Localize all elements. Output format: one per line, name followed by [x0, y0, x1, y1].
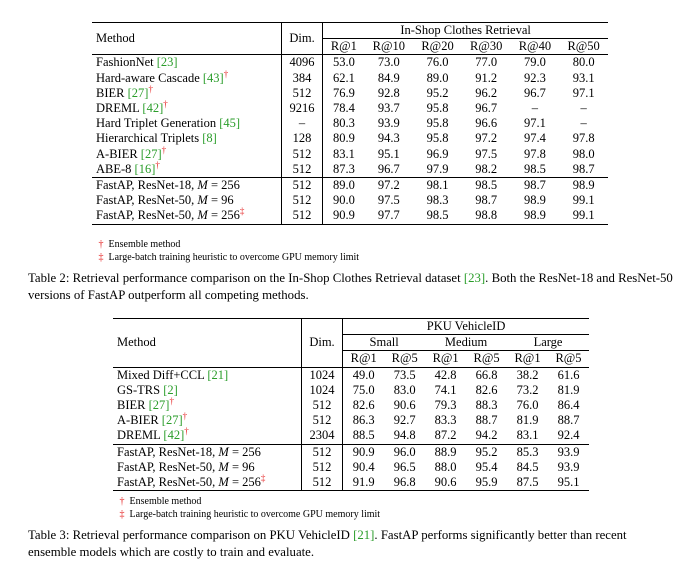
value-cell: 98.1	[413, 178, 462, 194]
citation-link[interactable]: [16]	[134, 161, 156, 176]
footnote-mark: †	[169, 395, 174, 406]
method-cell	[92, 178, 281, 194]
value-cell: 95.1	[548, 475, 589, 491]
dim-cell: 512	[301, 413, 342, 428]
value-cell: 90.6	[393, 398, 416, 413]
value-cell: 66.8	[466, 367, 507, 383]
dim-cell: 2304	[301, 428, 342, 444]
dim-cell: 1024	[301, 367, 342, 383]
method-cell	[113, 472, 301, 491]
citation-link[interactable]: [42]	[142, 101, 164, 116]
footnote-mark: ‡	[260, 472, 266, 483]
citation-link[interactable]: [27]	[148, 398, 170, 413]
citation-link[interactable]: [27]	[161, 413, 183, 428]
value-cell: 98.0	[572, 146, 595, 161]
citation-link[interactable]: [42]	[163, 428, 185, 443]
method-cell	[113, 428, 301, 444]
method-name: FastAP, ResNet-18,	[96, 178, 198, 193]
method-name: Mixed Diff+CCL	[117, 367, 208, 382]
method-name: BIER	[96, 85, 128, 100]
method-name: Hierarchical Triplets	[96, 131, 203, 146]
value-cell: 95.9	[466, 475, 507, 491]
fastap-row	[92, 178, 608, 194]
variable-m: M	[197, 208, 208, 223]
method-name: DREML	[96, 101, 143, 116]
value-cell: 84.5	[516, 459, 539, 474]
caption-text-end: . FastAP performs significantly better than recent ensemble models which are costly to train and evaluate.	[28, 528, 627, 559]
value-cell: 92.4	[557, 428, 580, 443]
method-name: Hard-aware Cascade	[96, 70, 203, 85]
value-cell: 95.8	[426, 101, 449, 116]
footnote-text: Ensemble method	[127, 496, 202, 507]
value-cell: 62.1	[332, 70, 355, 85]
variable-m: M	[218, 444, 229, 459]
value-cell: 95.8	[426, 131, 449, 146]
value-cell: 98.5	[413, 208, 462, 224]
metric-header: R@1	[350, 351, 377, 366]
value-cell: 38.2	[507, 367, 548, 383]
value-cell: 98.2	[475, 161, 498, 176]
baseline-row	[92, 131, 608, 146]
footnote-mark: †	[223, 68, 229, 79]
baseline-row	[113, 383, 589, 398]
method-cell	[92, 159, 281, 178]
table-3-caption	[28, 527, 678, 561]
footnote	[96, 252, 359, 265]
value-cell: 97.7	[365, 208, 414, 224]
method-param: = 256	[228, 444, 261, 459]
dim-cell: 512	[281, 193, 322, 208]
value-cell: 93.9	[557, 459, 580, 474]
method-cell	[92, 116, 281, 131]
metric-header: R@40	[518, 39, 552, 54]
value-cell: 92.8	[377, 85, 400, 100]
dim-cell: 512	[301, 398, 342, 413]
metric-header: R@1	[514, 351, 541, 366]
group-header: PKU VehicleID	[343, 319, 589, 335]
value-cell: 97.4	[523, 131, 546, 146]
dim-cell: 512	[281, 208, 322, 224]
value-cell: 86.4	[557, 398, 580, 413]
table-body	[113, 367, 589, 491]
value-cell: 96.0	[384, 444, 425, 460]
value-cell: 92.3	[523, 70, 546, 85]
dim-cell: 512	[281, 178, 322, 194]
baseline-row	[92, 71, 608, 86]
value-cell: 98.9	[511, 208, 560, 224]
footnote-mark: †	[163, 98, 168, 109]
dim-cell: 512	[281, 147, 322, 162]
value-cell: 73.2	[516, 382, 539, 397]
caption-citation[interactable]: [23]	[463, 271, 486, 285]
footnote-symbol: †	[98, 239, 104, 250]
value-cell: 89.0	[426, 70, 449, 85]
method-cell	[113, 367, 301, 383]
variable-m: M	[197, 178, 208, 193]
value-cell: 84.9	[377, 70, 400, 85]
baseline-row	[92, 101, 608, 116]
value-cell: 98.8	[462, 208, 511, 224]
baseline-row	[92, 55, 608, 71]
baseline-row	[92, 162, 608, 178]
value-cell: 88.0	[434, 459, 457, 474]
value-cell: 95.8	[426, 116, 449, 131]
value-cell: 98.5	[523, 161, 546, 176]
method-param: = 96	[207, 193, 234, 208]
subgroup-header: Small	[343, 335, 426, 351]
value-cell: 97.2	[365, 178, 414, 194]
method-cell	[113, 444, 301, 460]
method-cell	[113, 383, 301, 398]
value-cell: 97.1	[572, 85, 595, 100]
method-cell	[92, 208, 281, 224]
dim-cell: 9216	[281, 101, 322, 116]
value-cell: 96.7	[377, 161, 400, 176]
method-cell	[92, 131, 281, 146]
method-cell	[92, 55, 281, 71]
value-cell: 99.1	[559, 208, 608, 224]
value-cell: 80.3	[332, 116, 355, 131]
table-2-caption	[28, 270, 678, 304]
value-cell: 76.0	[413, 55, 462, 71]
value-cell: 82.6	[352, 398, 375, 413]
dim-cell: 1024	[301, 383, 342, 398]
value-cell: 94.8	[393, 428, 416, 443]
value-cell: 98.9	[523, 193, 546, 208]
method-cell	[113, 395, 301, 413]
value-cell: 91.9	[343, 475, 385, 491]
method-param: = 96	[228, 459, 255, 474]
method-name: FastAP, ResNet-18,	[117, 444, 219, 459]
value-cell: 90.0	[332, 193, 355, 208]
citation-link[interactable]: [27]	[140, 146, 162, 161]
dim-cell: 4096	[281, 55, 322, 71]
value-cell: 96.7	[475, 101, 498, 116]
dim-cell: 512	[301, 475, 342, 491]
value-cell: 83.1	[516, 428, 539, 443]
value-cell: 97.9	[426, 161, 449, 176]
value-cell: –	[580, 116, 587, 131]
value-cell: 82.6	[475, 382, 498, 397]
value-cell: 87.3	[332, 161, 355, 176]
footnote-symbol: ‡	[98, 251, 104, 263]
fastap-row	[113, 460, 589, 475]
method-param: = 256	[207, 208, 240, 223]
method-name: FastAP, ResNet-50,	[117, 475, 219, 490]
caption-citation[interactable]: [21]	[353, 528, 375, 542]
method-cell	[92, 144, 281, 162]
value-cell: 88.7	[475, 413, 498, 428]
value-cell: 93.9	[377, 116, 400, 131]
caption-text: Table 2: Retrieval performance comparison on the In-Shop Clothes Retrieval dataset	[28, 271, 464, 285]
value-cell: 76.0	[516, 398, 539, 413]
method-name: A-BIER	[117, 413, 162, 428]
value-cell: 98.7	[511, 178, 560, 194]
method-name: ABE-8	[96, 161, 135, 176]
method-param: = 256	[228, 475, 261, 490]
footnote	[96, 239, 359, 252]
value-cell: 76.9	[332, 85, 355, 100]
method-cell	[92, 193, 281, 208]
dim-cell: 512	[281, 86, 322, 101]
value-cell: 97.8	[572, 131, 595, 146]
footnote-text: Large-batch training heuristic to overcome GPU memory limit	[127, 508, 381, 520]
baseline-row	[113, 367, 589, 383]
value-cell: 83.1	[332, 146, 355, 161]
value-cell: 98.3	[426, 193, 449, 208]
value-cell: 97.5	[475, 146, 498, 161]
value-cell: 91.2	[475, 70, 498, 85]
method-cell	[113, 413, 301, 428]
value-cell: 85.3	[507, 444, 548, 460]
value-cell: 95.4	[475, 459, 498, 474]
value-cell: 98.7	[572, 161, 595, 176]
value-cell: 88.7	[557, 413, 580, 428]
value-cell: 89.0	[323, 178, 365, 194]
value-cell: 87.5	[507, 475, 548, 491]
value-cell: 96.6	[475, 116, 498, 131]
footnote-symbol: †	[119, 496, 125, 507]
citation-link[interactable]: [45]	[219, 116, 241, 131]
method-cell	[92, 68, 281, 86]
value-cell: 93.1	[572, 70, 595, 85]
dim-cell: 384	[281, 71, 322, 86]
metric-header: R@30	[470, 39, 503, 54]
value-cell: 78.4	[332, 101, 355, 116]
fastap-row	[92, 193, 608, 208]
value-cell: 95.2	[426, 85, 449, 100]
value-cell: 79.0	[511, 55, 560, 71]
method-name: BIER	[117, 398, 149, 413]
value-cell: 90.4	[352, 459, 375, 474]
variable-m: M	[197, 193, 208, 208]
value-cell: 97.1	[523, 116, 546, 131]
metric-header: R@50	[567, 39, 600, 54]
value-cell: 98.7	[475, 193, 498, 208]
value-cell: 90.9	[323, 208, 365, 224]
value-cell: 88.3	[475, 398, 498, 413]
value-cell: 93.7	[377, 101, 400, 116]
footnote-text: Ensemble method	[106, 239, 181, 250]
metric-header: R@20	[421, 39, 454, 54]
value-cell: 96.5	[393, 459, 416, 474]
footnote-mark: †	[161, 144, 167, 155]
value-cell: 95.1	[377, 146, 400, 161]
table-2-in-shop	[92, 22, 608, 225]
value-cell: 86.3	[352, 413, 375, 428]
value-cell: 90.6	[425, 475, 466, 491]
value-cell: 95.2	[466, 444, 507, 460]
method-param: = 256	[207, 178, 240, 193]
value-cell: –	[531, 101, 539, 116]
method-cell	[113, 460, 301, 475]
footnote-mark: †	[148, 83, 153, 94]
value-cell: 90.9	[343, 444, 385, 460]
table-2-notes	[96, 239, 359, 264]
method-name: GS-TRS	[117, 382, 164, 397]
value-cell: 61.6	[548, 367, 589, 383]
variable-m: M	[218, 475, 229, 490]
variable-m: M	[218, 459, 229, 474]
value-cell: 96.9	[426, 146, 449, 161]
citation-link[interactable]: [8]	[202, 131, 217, 146]
table-3-notes	[117, 496, 380, 521]
value-cell: 98.9	[559, 178, 608, 194]
method-name: Hard Triplet Generation	[96, 116, 220, 131]
citation-link[interactable]: [27]	[127, 85, 149, 100]
caption-text-end: . Both the ResNet-18 and ResNet-50 versions of FastAP outperform all competing methods.	[28, 271, 673, 302]
metric-header: R@1	[432, 351, 459, 366]
footnote-text: Large-batch training heuristic to overcome GPU memory limit	[106, 251, 360, 263]
value-cell: 94.3	[377, 131, 400, 146]
dim-cell: –	[281, 116, 322, 131]
value-cell: 88.9	[425, 444, 466, 460]
method-name: FashionNet	[96, 55, 157, 70]
value-cell: 83.3	[434, 413, 457, 428]
dim-cell: 512	[301, 444, 342, 460]
citation-link[interactable]: [43]	[202, 70, 224, 85]
value-cell: 87.2	[434, 428, 457, 443]
baseline-row	[92, 86, 608, 101]
method-name: DREML	[117, 428, 164, 443]
value-cell: 80.0	[559, 55, 608, 71]
footnote-mark: †	[184, 426, 189, 437]
method-name: FastAP, ResNet-50,	[96, 208, 198, 223]
value-cell: 99.1	[572, 193, 595, 208]
citation-link[interactable]: [23]	[156, 55, 178, 70]
dim-header: Dim.	[301, 319, 342, 368]
method-header: Method	[113, 319, 301, 368]
value-cell: 97.5	[377, 193, 400, 208]
metric-header: R@5	[473, 351, 500, 366]
method-name: FastAP, ResNet-50,	[96, 193, 198, 208]
footnote	[117, 496, 380, 509]
metric-header: R@5	[555, 351, 582, 366]
metric-header: R@10	[372, 39, 406, 54]
value-cell: 97.2	[475, 131, 498, 146]
value-cell: 96.7	[523, 85, 546, 100]
value-cell: 92.7	[393, 413, 416, 428]
dim-cell: 128	[281, 131, 322, 146]
dim-cell: 512	[301, 460, 342, 475]
method-cell	[92, 98, 281, 116]
dim-header: Dim.	[281, 23, 322, 55]
dim-cell: 512	[281, 162, 322, 178]
value-cell: 42.8	[425, 367, 466, 383]
method-cell	[92, 83, 281, 101]
metric-header: R@5	[391, 351, 418, 366]
value-cell: 80.9	[332, 131, 355, 146]
value-cell: 96.8	[384, 475, 425, 491]
value-cell: 83.0	[393, 382, 416, 397]
group-header: In-Shop Clothes Retrieval	[323, 23, 608, 39]
subgroup-header: Medium	[425, 335, 507, 351]
value-cell: 96.2	[475, 85, 498, 100]
table-body	[92, 55, 608, 224]
fastap-row	[113, 444, 589, 460]
value-cell: 81.9	[557, 382, 580, 397]
value-cell: 81.9	[516, 413, 539, 428]
metric-header: R@1	[330, 39, 357, 54]
value-cell: 53.0	[323, 55, 365, 71]
fastap-row	[113, 475, 589, 491]
baseline-row	[113, 428, 589, 444]
baseline-row	[92, 147, 608, 162]
value-cell: 73.0	[365, 55, 414, 71]
footnote-mark: †	[155, 159, 160, 170]
method-name: FastAP, ResNet-50,	[117, 459, 219, 474]
table-3-pku-vehicleid	[113, 318, 589, 491]
value-cell: 79.3	[434, 398, 457, 413]
value-cell: 98.5	[462, 178, 511, 194]
value-cell: 49.0	[343, 367, 385, 383]
citation-link[interactable]: [21]	[207, 367, 229, 382]
value-cell: 97.8	[523, 146, 546, 161]
value-cell: 88.5	[352, 428, 375, 443]
footnote-symbol: ‡	[119, 508, 125, 520]
value-cell: 75.0	[352, 382, 375, 397]
value-cell: 94.2	[475, 428, 498, 443]
value-cell: 77.0	[462, 55, 511, 71]
method-header: Method	[92, 23, 281, 55]
footnote	[117, 509, 380, 522]
subgroup-header: Large	[507, 335, 589, 351]
value-cell: 73.5	[384, 367, 425, 383]
value-cell: 74.1	[434, 382, 457, 397]
footnote-mark: ‡	[239, 206, 245, 217]
value-cell: 93.9	[548, 444, 589, 460]
caption-text: Table 3: Retrieval performance comparison on PKU VehicleID	[28, 528, 354, 542]
fastap-row	[92, 208, 608, 224]
value-cell: –	[580, 101, 587, 116]
method-name: A-BIER	[96, 146, 141, 161]
baseline-row	[92, 116, 608, 131]
citation-link[interactable]: [2]	[163, 382, 178, 397]
footnote-mark: †	[182, 411, 188, 422]
